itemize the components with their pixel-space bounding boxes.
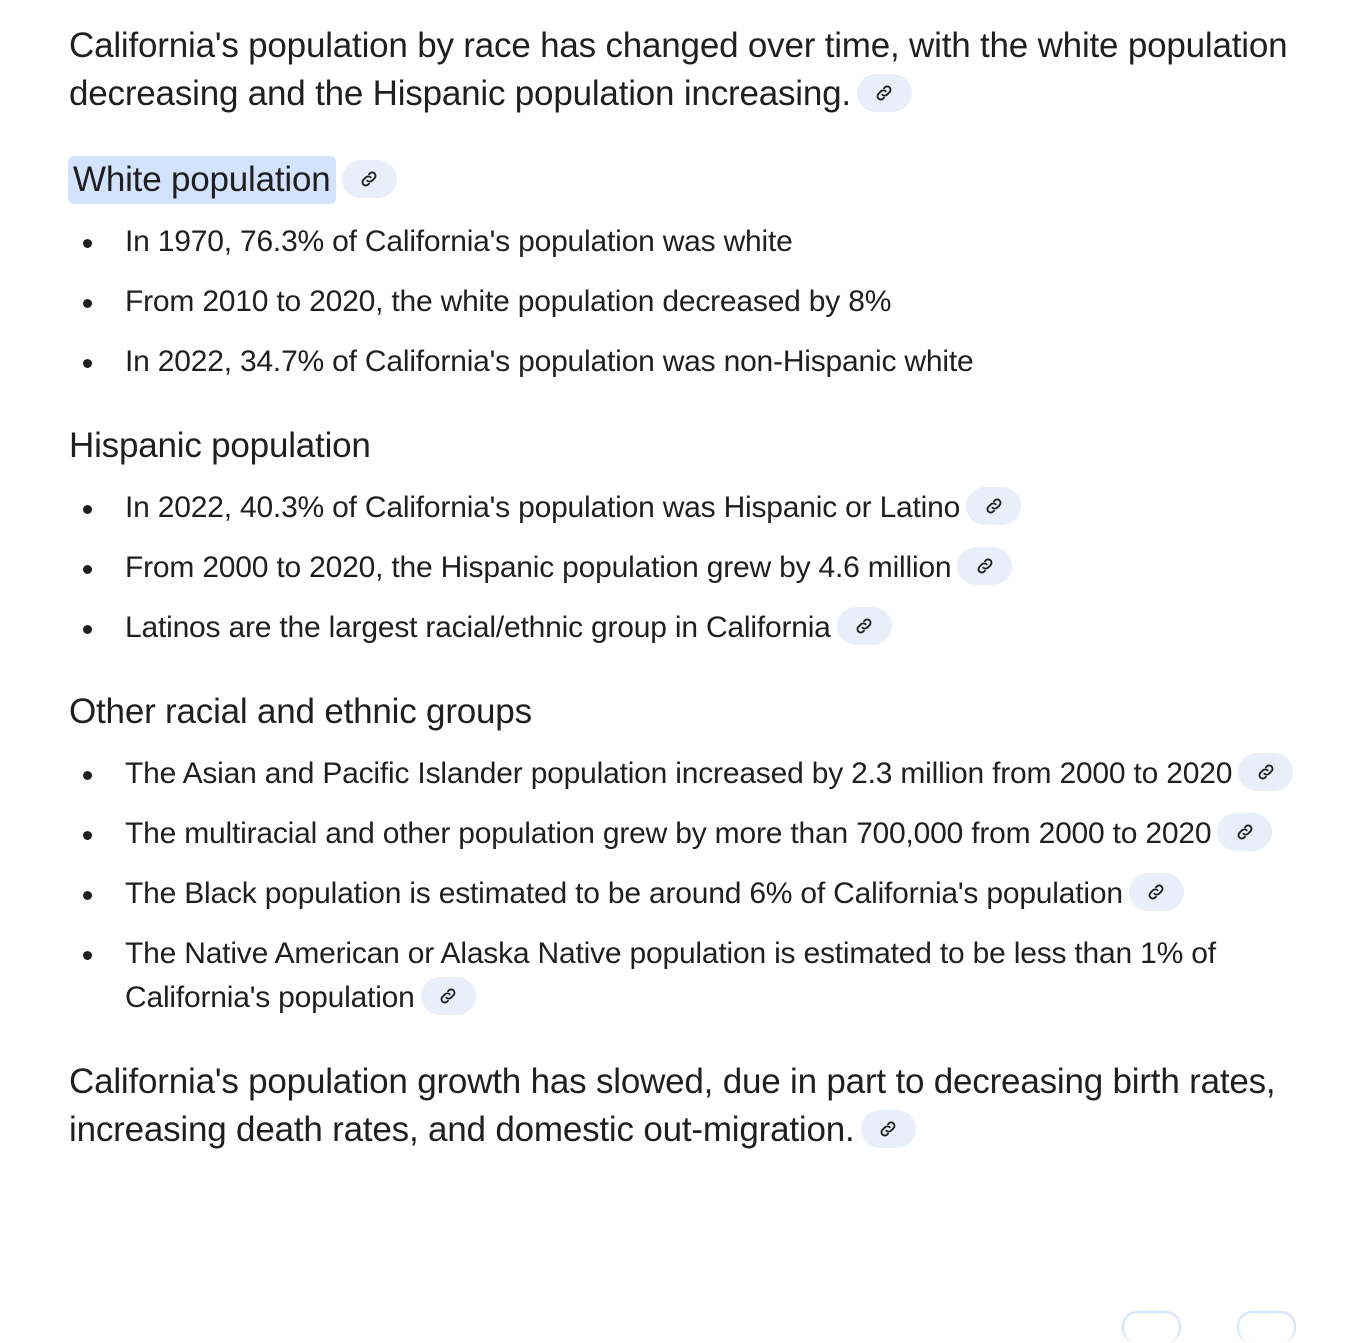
- link-icon: [874, 83, 894, 103]
- link-icon: [878, 1119, 898, 1139]
- list-item-text: From 2010 to 2020, the white population decreased by 8%: [125, 285, 892, 318]
- response-content: [69, 22, 1319, 1154]
- section-heading-hispanic-text: Hispanic population: [69, 426, 371, 465]
- list-item: [69, 546, 1319, 590]
- list-item: [69, 340, 1319, 384]
- bullet-dot: [83, 831, 92, 840]
- list-item-text: Latinos are the largest racial/ethnic group in California: [125, 611, 831, 644]
- link-icon: [1256, 762, 1276, 782]
- outro-text: California's population growth has slowed, due in part to decreasing birth rates, increasing death rates, and domestic out-migration.: [69, 1062, 1276, 1149]
- list-item: [69, 752, 1319, 796]
- section-heading-other-text: Other racial and ethnic groups: [69, 692, 532, 731]
- list-item-text: The Asian and Pacific Islander population increased by 2.3 million from 2000 to 2020: [125, 757, 1233, 790]
- source-link-chip[interactable]: [857, 74, 912, 112]
- link-icon: [1146, 882, 1166, 902]
- list-item-text: From 2000 to 2020, the Hispanic population grew by 4.6 million: [125, 551, 952, 584]
- link-icon: [438, 986, 458, 1006]
- list-item: [69, 486, 1319, 530]
- list-item-text: The Native American or Alaska Native population is estimated to be less than 1% of California's population: [125, 937, 1216, 1014]
- other-groups-list: [69, 752, 1319, 1020]
- list-item-text: In 2022, 40.3% of California's population was Hispanic or Latino: [125, 491, 961, 524]
- source-link-chip[interactable]: [1129, 873, 1184, 911]
- bullet-dot: [83, 359, 92, 368]
- source-link-chip[interactable]: [837, 607, 892, 645]
- source-link-chip[interactable]: [861, 1110, 916, 1148]
- list-item: [69, 932, 1319, 1020]
- outro-paragraph: [69, 1058, 1319, 1154]
- section-heading-other: [69, 688, 1319, 736]
- source-link-chip[interactable]: [1238, 753, 1293, 791]
- partially-visible-chips: [1122, 1311, 1322, 1317]
- section-heading-hispanic: [69, 422, 1319, 470]
- list-item-text: In 2022, 34.7% of California's population was non-Hispanic white: [125, 345, 974, 378]
- section-heading-white-text: White population: [68, 156, 336, 204]
- partial-chip[interactable]: [1122, 1311, 1181, 1343]
- link-icon: [359, 169, 379, 189]
- list-item-text: In 1970, 76.3% of California's population was white: [125, 225, 793, 258]
- bullet-dot: [83, 951, 92, 960]
- white-population-list: [69, 220, 1319, 384]
- bullet-dot: [83, 625, 92, 634]
- partial-chip[interactable]: [1237, 1311, 1296, 1343]
- intro-paragraph: [69, 22, 1319, 118]
- link-icon: [1235, 822, 1255, 842]
- bullet-dot: [83, 891, 92, 900]
- source-link-chip[interactable]: [342, 160, 397, 198]
- list-item: [69, 606, 1319, 650]
- bullet-dot: [83, 239, 92, 248]
- bullet-dot: [83, 771, 92, 780]
- intro-text: California's population by race has changed over time, with the white population decreasing and the Hispanic population increasing.: [69, 26, 1288, 113]
- list-item: [69, 280, 1319, 324]
- section-heading-white: [69, 156, 1319, 204]
- list-item: [69, 220, 1319, 264]
- list-item: [69, 872, 1319, 916]
- source-link-chip[interactable]: [957, 547, 1012, 585]
- bullet-dot: [83, 505, 92, 514]
- hispanic-population-list: [69, 486, 1319, 650]
- link-icon: [975, 556, 995, 576]
- list-item: [69, 812, 1319, 856]
- list-item-text: The Black population is estimated to be around 6% of California's population: [125, 877, 1123, 910]
- list-item-text: The multiracial and other population grew by more than 700,000 from 2000 to 2020: [125, 817, 1212, 850]
- link-icon: [854, 616, 874, 636]
- link-icon: [984, 496, 1004, 516]
- bullet-dot: [83, 299, 92, 308]
- bullet-dot: [83, 565, 92, 574]
- source-link-chip[interactable]: [966, 487, 1021, 525]
- source-link-chip[interactable]: [1217, 813, 1272, 851]
- source-link-chip[interactable]: [421, 977, 476, 1015]
